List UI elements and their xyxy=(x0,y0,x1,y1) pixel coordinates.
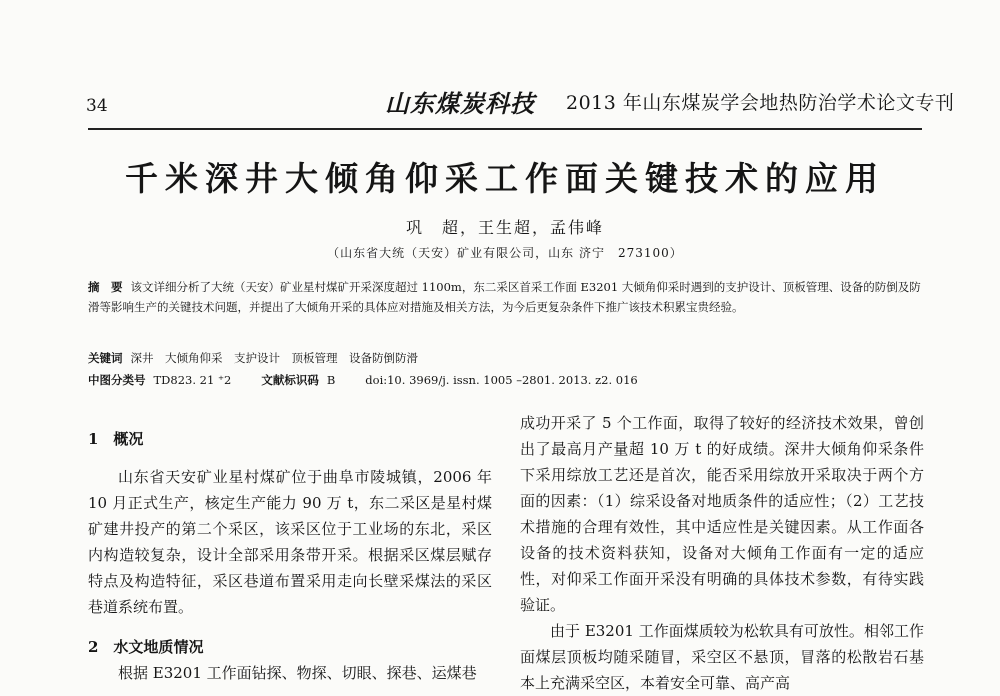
affiliation: （山东省大统（天安）矿业有限公司，山东 济宁 273100） xyxy=(327,246,683,260)
authors: 巩 超，王生超，孟伟峰 xyxy=(405,218,604,237)
page-number: 34 xyxy=(86,96,108,116)
right-paragraph-1: 成功开采了 5 个工作面，取得了较好的经济技术效果，曾创出了最高月产量超 10 万 t 的好成绩。深井大倾角仰采条件下采用综放工艺还是首次，能否采用综放开采取决于两个方面的因素：（1）综采设备对地质条件的适应性；（2）工艺技术措施的合理有效性，其中适应性是关键因素。从工作面各设备的技术资料获知，设备对大倾角工作面有一定的适应性，对仰采工作面开采没有明确的具体技术参数，有待实践验证。 xyxy=(520,414,924,614)
right-column xyxy=(520,410,924,696)
doc-code-value: B xyxy=(326,373,336,387)
keywords-text: 深井 大倾角仰采 支护设计 顶板管理 设备防倒防滑 xyxy=(130,351,418,365)
section-2-paragraph: 根据 E3201 工作面钻探、物探、切眼、探巷、运煤巷 xyxy=(118,664,477,682)
paper-title: 千米深井大倾角仰采工作面关键技术的应用 xyxy=(125,159,885,198)
journal-logo: 山东煤炭科技 xyxy=(385,89,535,118)
section-1-paragraph: 山东省天安矿业星村煤矿位于曲阜市陵城镇，2006 年 10 月正式生产，核定生产能力 90 万 t，东二采区是星村煤矿建井投产的第二个采区，该采区位于工业场的东北，采区内构造较复杂，设计全部采用条带开采。根据采区煤层赋存特点及构造特征，采区巷道布置采用走向长壁采煤法的采区巷道系统布置。 xyxy=(88,468,492,616)
header-rule xyxy=(88,128,922,130)
abstract-label: 摘 要 xyxy=(88,280,123,294)
right-paragraph-2: 由于 E3201 工作面煤质较为松软具有可放性。相邻工作面煤层顶板均随采随冒，采空区不悬顶，冒落的松散岩石基本上充满采空区，本着安全可靠、高产高 xyxy=(520,622,924,692)
left-column xyxy=(88,426,492,686)
abstract xyxy=(88,277,928,317)
section-1-heading: 1 概况 xyxy=(88,430,144,448)
classification-label: 中图分类号 xyxy=(88,373,146,387)
keywords-label: 关键词 xyxy=(88,351,123,365)
abstract-text: 该文详细分析了大统（天安）矿业星村煤矿开采深度超过 1100m，东二采区首采工作面 E3201 大倾角仰采时遇到的支护设计、顶板管理、设备的防倒及防滑等影响生产的关键技术问题，并提出了大倾角开采的具体应对措施及相关方法，为今后更复杂条件下推广该技术积累宝贵经验。 xyxy=(88,280,921,314)
journal-issue: 2013 年山东煤炭学会地热防治学术论文专刊 xyxy=(566,92,955,114)
section-2-heading: 2 水文地质情况 xyxy=(88,638,204,656)
classification-value: TD823. 21 ⁺2 xyxy=(153,373,232,387)
doc-code-label: 文献标识码 xyxy=(261,373,319,387)
classification-line xyxy=(88,370,928,390)
keywords xyxy=(88,348,928,368)
doi: doi:10. 3969/j. issn. 1005 –2801. 2013. z2. 016 xyxy=(365,373,638,387)
